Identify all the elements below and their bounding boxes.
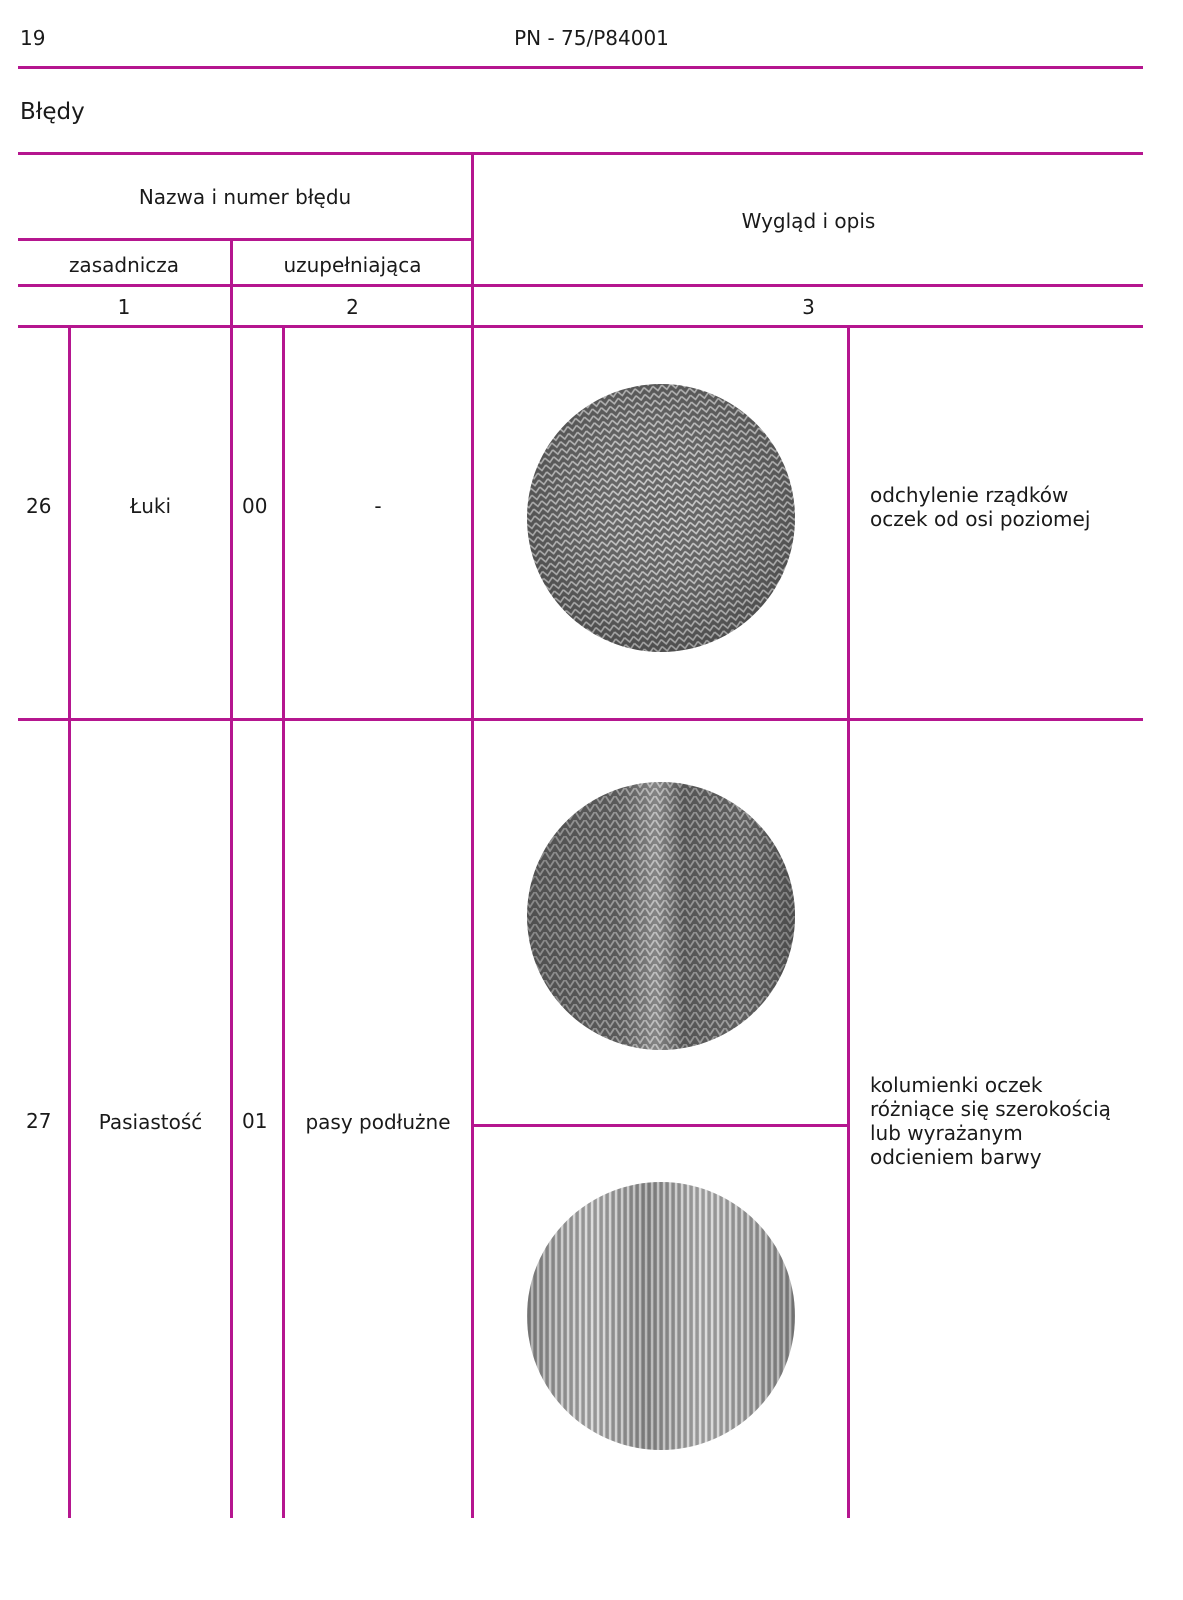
subheader-rule bbox=[18, 284, 1143, 287]
image-divider bbox=[474, 1124, 850, 1127]
header-name-number: Nazwa i numer błędu bbox=[138, 185, 352, 209]
defect-code: 27 bbox=[26, 1109, 52, 1133]
col-divider-main bbox=[471, 152, 474, 1518]
defect-description: odchylenie rządków oczek od osi poziomej bbox=[870, 483, 1091, 531]
defect-subcode: 00 bbox=[242, 494, 268, 518]
name-header-rule bbox=[18, 238, 474, 241]
colnum-rule bbox=[18, 325, 1143, 328]
subheader-supplementary: uzupełniająca bbox=[283, 253, 422, 277]
col-number-2: 2 bbox=[346, 295, 359, 319]
page-number: 19 bbox=[20, 26, 46, 50]
fabric-sample-image bbox=[525, 780, 797, 1052]
defect-name: Pasiastość bbox=[98, 1110, 203, 1134]
defect-subcode: 01 bbox=[242, 1109, 268, 1133]
header-appearance: Wygląd i opis bbox=[741, 209, 876, 233]
col-number-3: 3 bbox=[802, 295, 815, 319]
col-divider-sub bbox=[230, 238, 233, 1518]
col-divider-desc bbox=[847, 325, 850, 1518]
col-number-1: 1 bbox=[117, 295, 131, 319]
section-title: Błędy bbox=[20, 99, 85, 125]
table-top-rule bbox=[18, 152, 1143, 155]
fabric-sample-image bbox=[525, 382, 797, 654]
fabric-sample-image bbox=[525, 1180, 797, 1452]
document-code: PN - 75/P84001 bbox=[514, 26, 669, 50]
defect-subname: pasy podłużne bbox=[305, 1110, 451, 1134]
defect-description: kolumienki oczek różniące się szerokością lub wyrażanym odcieniem barwy bbox=[870, 1073, 1111, 1169]
subheader-main: zasadnicza bbox=[68, 253, 180, 277]
defect-name: Łuki bbox=[129, 494, 172, 518]
header-rule bbox=[18, 66, 1143, 69]
defect-subname: - bbox=[374, 494, 382, 518]
defect-code: 26 bbox=[26, 494, 52, 518]
row-divider bbox=[18, 718, 1143, 721]
